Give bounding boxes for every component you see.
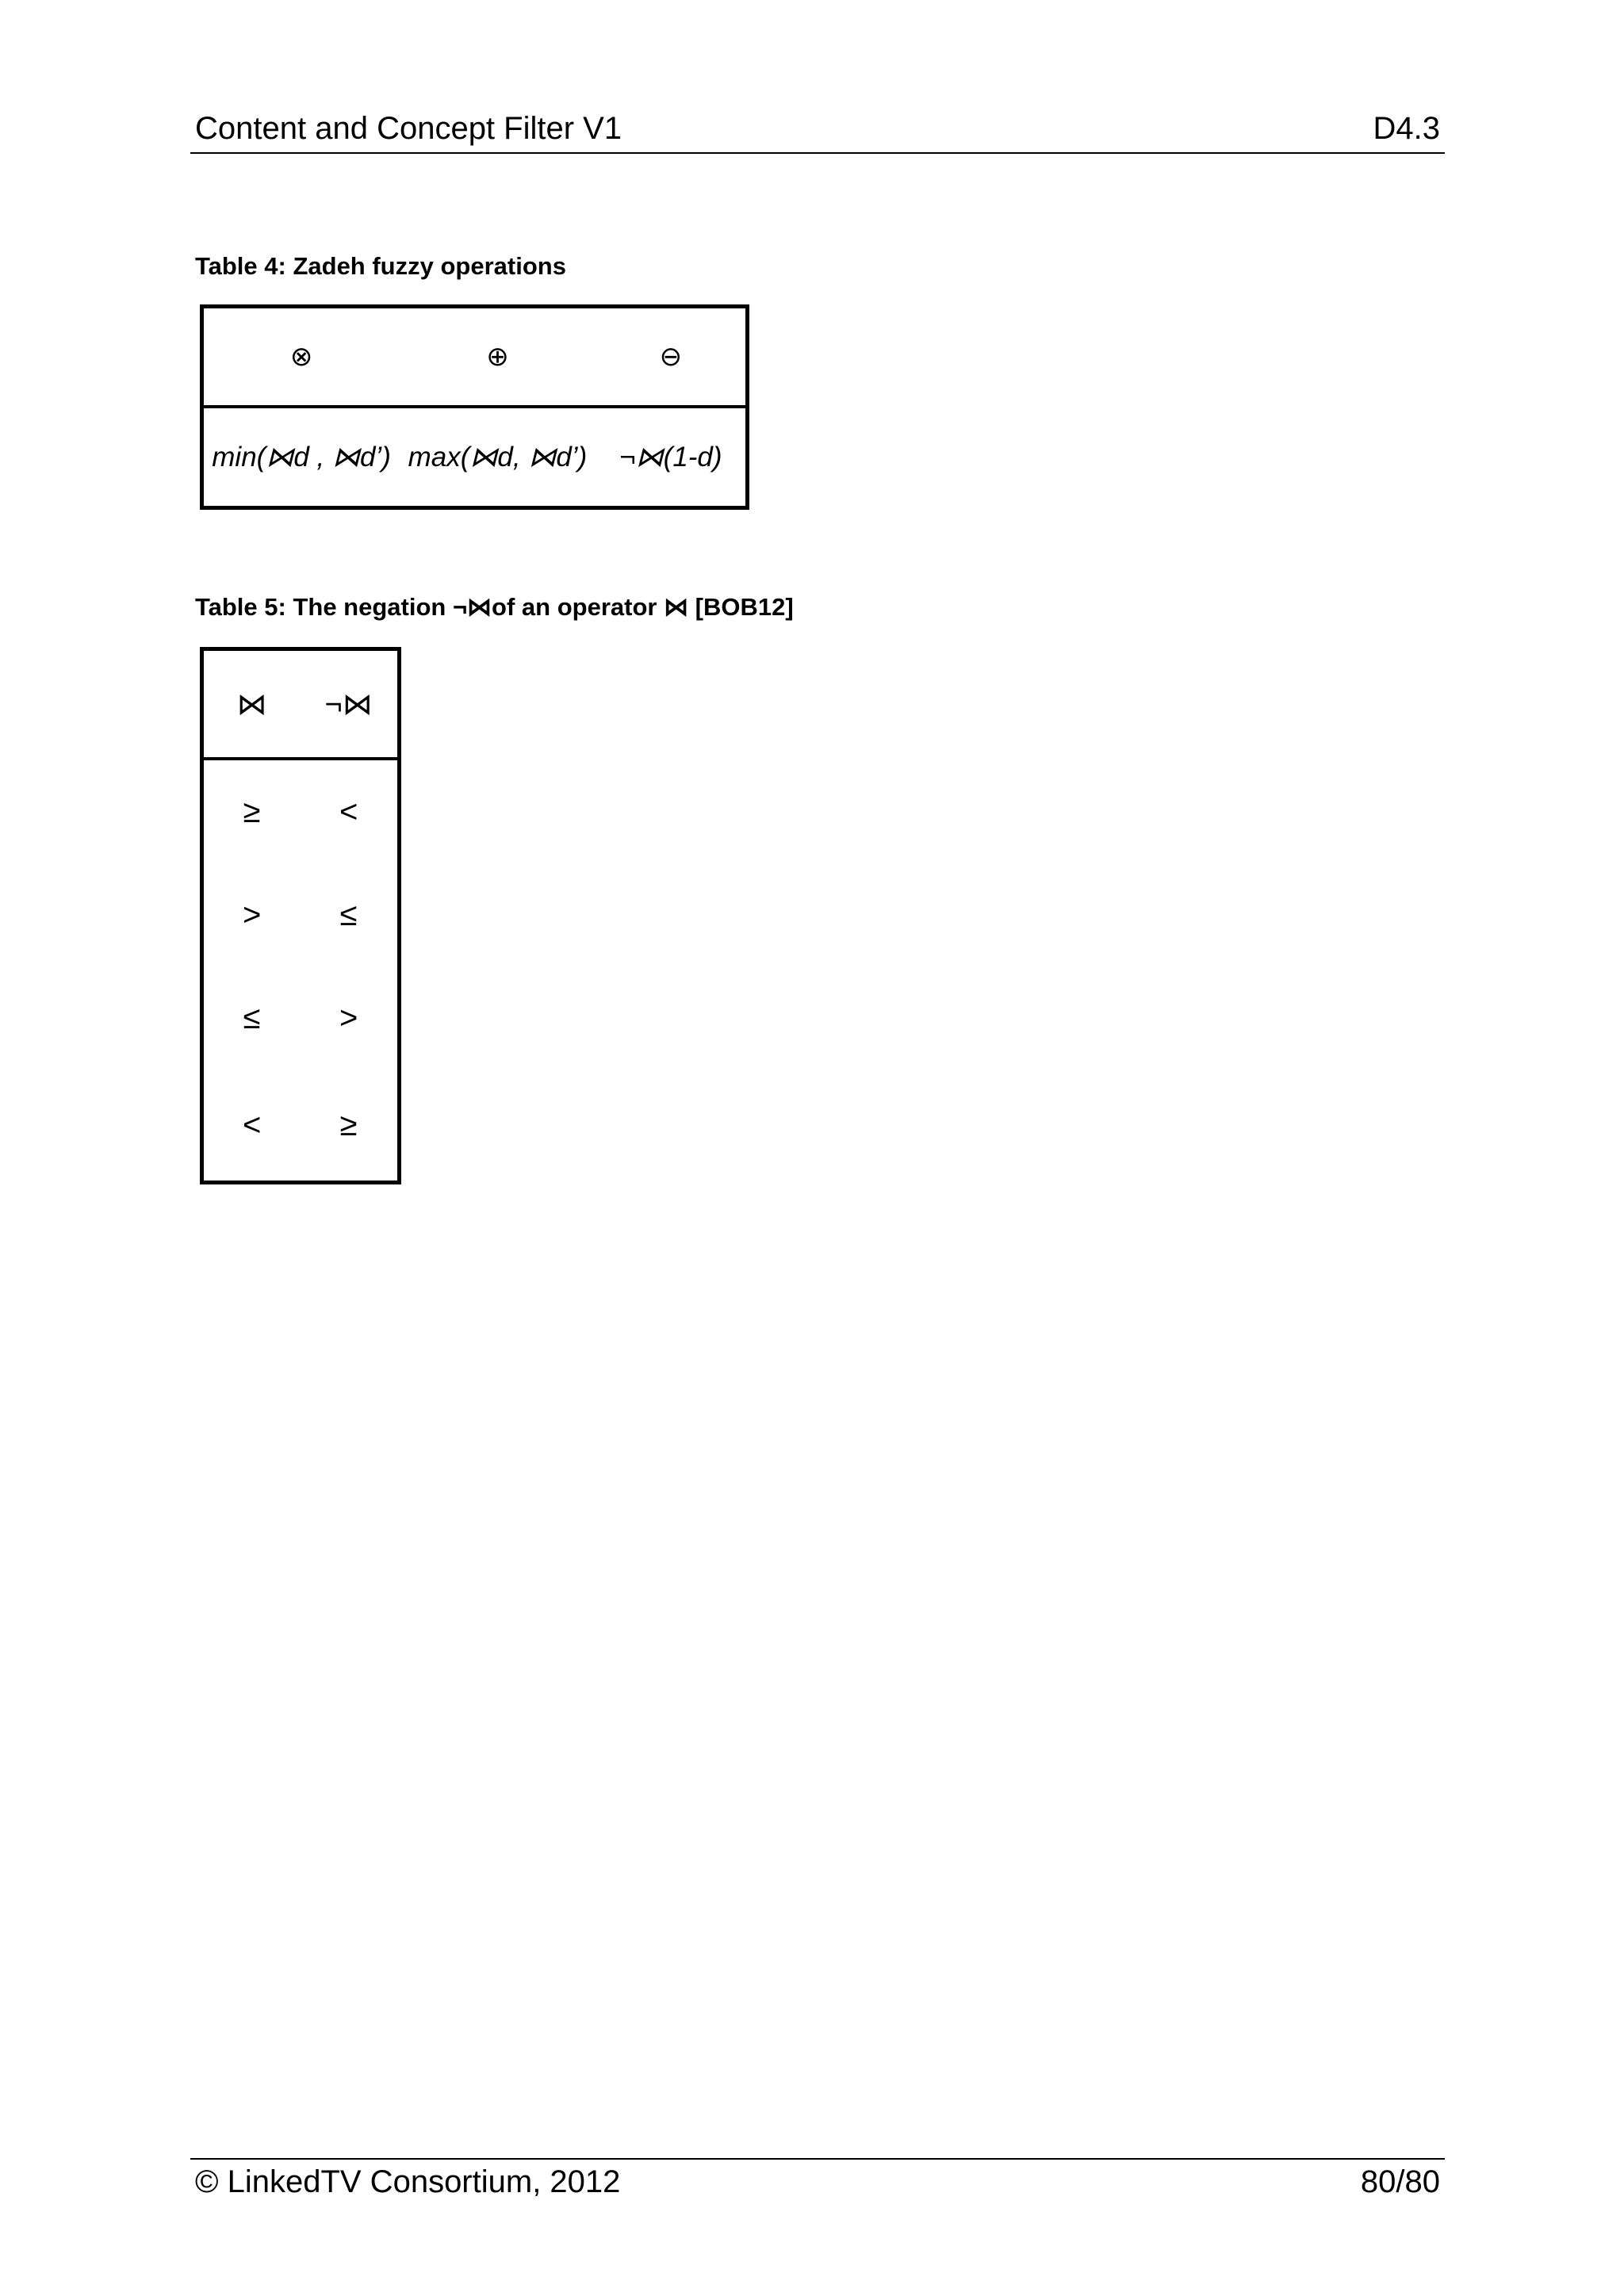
table-header-row <box>202 307 748 408</box>
negation-cell: ≥ <box>339 1107 358 1142</box>
document-id: D4.3 <box>1373 111 1440 146</box>
negation-cell: ≤ <box>339 897 358 932</box>
header-cell-operator: ⋈ <box>202 649 301 760</box>
operator-cell: ≤ <box>243 1000 261 1035</box>
cell-negation-formula: ¬⋈(1-d) <box>619 441 722 473</box>
page-footer <box>190 2158 1445 2207</box>
table-row <box>202 759 400 863</box>
negation-cell: < <box>339 794 358 829</box>
document-title: Content and Concept Filter V1 <box>195 111 622 146</box>
table5-caption: Table 5: The negation ¬⋈of an operator ⋈ [BOB12] <box>195 593 794 621</box>
operator-cell: ≥ <box>243 794 261 829</box>
cell-max: max(⋈d, ⋈d’) <box>408 441 588 473</box>
page-header <box>190 108 1445 154</box>
table-row <box>202 1070 400 1183</box>
negation-cell: > <box>339 1000 358 1035</box>
cell-min: min(⋈d , ⋈d’) <box>212 441 391 473</box>
table-row <box>202 863 400 966</box>
operator-negation-table <box>200 647 401 1184</box>
page-number: 80/80 <box>1360 2164 1440 2199</box>
header-cell-tconorm: ⊕ <box>399 307 596 408</box>
header-cell-tnorm: ⊗ <box>202 307 400 408</box>
table-row <box>202 407 748 508</box>
operator-cell: < <box>242 1107 262 1142</box>
header-cell-negated-operator: ¬⋈ <box>300 649 399 760</box>
table-header-row <box>202 649 400 760</box>
zadeh-operations-table <box>200 304 749 510</box>
table4-caption: Table 4: Zadeh fuzzy operations <box>195 252 566 280</box>
copyright-text: © LinkedTV Consortium, 2012 <box>195 2164 621 2199</box>
table-row <box>202 966 400 1070</box>
operator-cell: > <box>242 897 262 932</box>
header-cell-negation: ⊖ <box>596 307 748 408</box>
